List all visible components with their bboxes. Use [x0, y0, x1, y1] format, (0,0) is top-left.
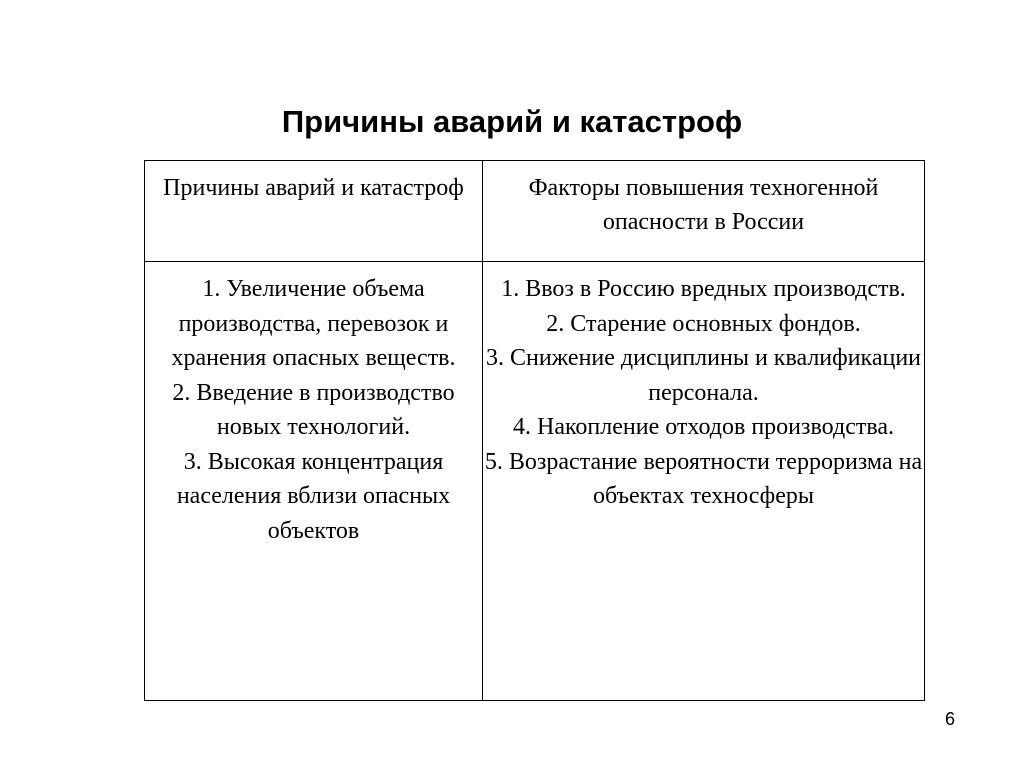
factor-item-4: 4. Накопление отходов производства. — [512, 414, 894, 440]
factor-item-3: 3. Снижение дисциплины и квалификации персонала. — [485, 345, 922, 406]
causes-factors-table — [144, 160, 925, 701]
cause-item-3: 3. Высокая концентрация населения вблизи опасных объектов — [176, 448, 451, 544]
page-number: 6 — [945, 709, 956, 729]
slide-title: Причины аварий и катастроф — [281, 104, 743, 139]
cause-item-2: 2. Введение в производство новых технологий. — [172, 379, 455, 440]
causes-list-cell — [145, 262, 483, 701]
header-causes: Причины аварий и катастроф — [145, 161, 483, 262]
cause-item-1: 1. Увеличение объема производства, перевозок и хранения опасных веществ. — [171, 276, 456, 371]
table-body-row — [145, 262, 925, 701]
header-factors: Факторы повышения техногенной опасности в России — [483, 161, 925, 262]
table-header-row — [145, 161, 925, 262]
factors-list-cell — [483, 262, 925, 701]
factor-item-5: 5. Возрастание вероятности терроризма на объектах техносферы — [484, 448, 923, 509]
factor-item-2: 2. Старение основных фондов. — [546, 310, 861, 337]
factor-item-1: 1. Ввоз в Россию вредных производств. — [501, 276, 906, 302]
